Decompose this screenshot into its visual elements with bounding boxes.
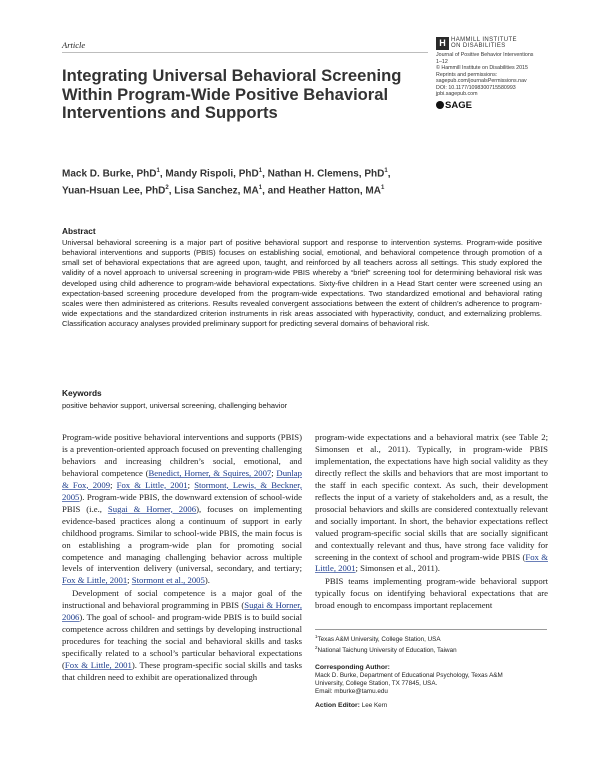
citation-link[interactable]: Fox & Little, 2001 (315, 551, 548, 574)
hammill-logo-icon: H (436, 37, 449, 50)
journal-info-line: 1–12 (436, 58, 448, 65)
author-name: Lisa Sanchez, MA (174, 185, 259, 197)
author-name: Yuan-Hsuan Lee, PhD (62, 185, 166, 197)
action-editor (315, 702, 555, 710)
author-affiliation-mark: 1 (258, 168, 263, 174)
author-name: Mack D. Burke, PhD (62, 168, 157, 180)
body-paragraph: Program-wide positive behavioral interventions and supports (PBIS) is a prevention-oriented approach focused on preventing challenging behaviors and increasing children’s social, emotional, and behavioral competence (Benedict, Horner, & Squires, 2007; Dunlap & Fox, 2009; Fox & Little, 2001; Stormont, Lewis, & Beckner, 2005). Program-wide PBIS, the downward extension of school-wide PBIS (i.e., Sugai & Horner, 2006), focuses on implementing evidence-based practices along a continuum of support in early childhood programs. Similar to school-wide PBIS, the main focus is on establishing a program-wide plan for promoting social competence and managing challenging behavior across multiple levels of intervention delivery (universal, secondary, and tertiary; Fox & Little, 2001; Stormont et al., 2005). (62, 432, 302, 586)
abstract-heading: Abstract (62, 226, 96, 236)
body-paragraph: program-wide expectations and a behavioral matrix (see Table 2; Simonsen et al., 2011). Typically, in program-wide PBIS implementation, the expectations have high social validity as they directly reflect the skills and behaviors that are most important to the staff in each specific context. As such, their development reflects the input of a variety of stakeholders and, as a result, the prosocial behaviors and skills are considered contextually relevant and socially important. In short, the behavior expectations reflect valued program-specific social skills that are socially significant and contextually relevant and thus, have strong face validity for screening in the context of school and program-wide PBIS (Fox & Little, 2001; Simonsen et al., 2011). (315, 432, 548, 574)
journal-info-line: © Hammill Institute on Disabilities 2015 (436, 65, 528, 71)
citation-link[interactable]: Fox & Little, 2001 (64, 660, 132, 671)
hammill-logo (436, 36, 586, 50)
author-name: Heather Hatton, MA (288, 185, 381, 197)
affiliation (315, 644, 555, 655)
author-name: Mandy Rispoli, PhD (165, 168, 259, 180)
journal-info-line: DOI: 10.1177/1098300715580993 (436, 84, 516, 91)
keywords-heading: Keywords (62, 388, 102, 398)
sage-logo-text: SAGE (445, 99, 472, 111)
article-type-label: Article (62, 40, 86, 50)
citation-link[interactable]: Stormont, Lewis, & Beckner, 2005 (62, 479, 302, 502)
keywords-text: positive behavior support, universal screening, challenging behavior (62, 401, 288, 410)
body-paragraph: Development of social competence is a major goal of the instructional and behavioral programming in PBIS (Sugai & Horner, 2006). The goal of school- and program-wide PBIS is to build social competence across children and settings by developing instructional procedures for teaching the social and behavioral skills and tasks specifically related to a school’s particular behavioral expectations (Fox & Little, 2001). These program-specific social skills and tasks that children need to exhibit are operationalized through (62, 588, 302, 683)
title-line-3: Interventions and Supports (62, 103, 278, 123)
corresponding-email[interactable]: Email: mburke@tamu.edu (315, 688, 388, 696)
citation-link[interactable]: Stormont et al., 2005 (131, 575, 205, 586)
affiliations (315, 633, 555, 656)
author-line-2: Yuan-Hsuan Lee, PhD$^2$, Lisa Sanchez, $MA^1$, and Heather Hatton, $MA^1$ (62, 185, 385, 197)
citation-link[interactable]: Dunlap & Fox, 2009 (62, 467, 302, 490)
title-line-2: Within Program-Wide Positive Behavioral (62, 84, 389, 104)
journal-info-line: sagepub.com/journalsPermissions.nav (436, 78, 527, 84)
corresponding-line: Mack D. Burke, Department of Educational Psychology, Texas A&M (315, 671, 503, 679)
citation-link[interactable]: Fox & Little, 2001 (62, 575, 128, 586)
affiliation-text: National Taichung University of Education, Taiwan (317, 647, 457, 655)
author-list (62, 164, 532, 199)
sage-logo-icon (436, 101, 444, 109)
article-title (62, 67, 432, 123)
hammill-logo-text: HAMMILL INSTITUTE ON DISABILITIES (451, 36, 517, 49)
sage-logo (436, 100, 586, 111)
corresponding-author-details (315, 672, 555, 697)
footnote-rule (315, 629, 547, 630)
footnotes (315, 633, 555, 711)
affiliation (315, 633, 555, 644)
title-line-1: Integrating Universal Behavioral Screening (62, 66, 402, 85)
author-affiliation-mark: 1 (381, 185, 385, 192)
body-column-right (315, 432, 548, 612)
citation-link[interactable]: Fox & Little, 2001 (116, 479, 188, 490)
affiliation-text: Texas A&M University, College Station, USA (317, 636, 441, 644)
publisher-info (436, 36, 586, 111)
author-affiliation-mark: 1 (384, 168, 388, 174)
author-affiliation-mark: 1 (156, 168, 160, 174)
journal-info-line: Reprints and permissions: (436, 71, 498, 78)
corresponding-line: University, College Station, TX 77845, USA. (315, 680, 438, 687)
affiliation-mark: 2 (315, 645, 318, 651)
body-column-left (62, 432, 302, 684)
author-affiliation-mark: 2 (165, 185, 169, 192)
citation-link[interactable]: Sugai & Horner, 2006 (107, 503, 197, 514)
corresponding-author-heading: Corresponding Author: (315, 663, 390, 671)
journal-info (436, 52, 586, 98)
journal-info-line: jpbi.sagepub.com (436, 91, 478, 97)
header-rule (62, 52, 428, 53)
author-name: Nathan H. Clemens, PhD (267, 168, 385, 180)
abstract-text: Universal behavioral screening is a major part of positive behavioral support and response to intervention systems. Program-wide positive behavioral interventions and supports (PBIS) focuses on establishing social, emotional, and behavioral competence through promotion of a small set of behavioral expectations that are agreed upon, taught, and reinforced by all teachers across all settings. This study explored the validity of a novel approach to universal screening in program-wide PBIS whereby a “brief” screening tool for determining behavioral risk was developed using child adherence to program-wide behavioral expectations. Sixty-five children in a Head Start center were screened using an expectation-based screening procedure developed from the program-wide expectations. Two standardized emotional and behavioral rating scales were then administered as criterions. Results revealed convergent associations between the extent of children’s adherence to program-wide expectations and the standardized criterion instruments in risk areas associated with hyperactivity, conduct, and externalizing problems. Classification accuracy analyses provided preliminary support for predicting several domains of behavioral risk. (62, 238, 542, 329)
journal-info-line: Journal of Positive Behavior Interventions (436, 52, 534, 58)
author-affiliation-mark: 1 (258, 185, 263, 192)
citation-link[interactable]: Sugai & Horner, 2006 (62, 600, 302, 623)
citation-link[interactable]: Benedict, Horner, & Squires, 2007 (148, 467, 272, 478)
body-paragraph: PBIS teams implementing program-wide behavioral support typically focus on identifying behavioral expectations that are broad enough to encompass important replacement (315, 576, 548, 611)
author-line-1: Mack D. Burke, PhD$^1$, Mandy Rispoli, PhD$^1$, Nathan H. Clemens, PhD$^1$, (62, 168, 391, 180)
action-editor-name: Lee Kern (361, 702, 388, 710)
affiliation-mark: 1 (315, 634, 318, 639)
action-editor-label: Action Editor: (315, 702, 360, 710)
